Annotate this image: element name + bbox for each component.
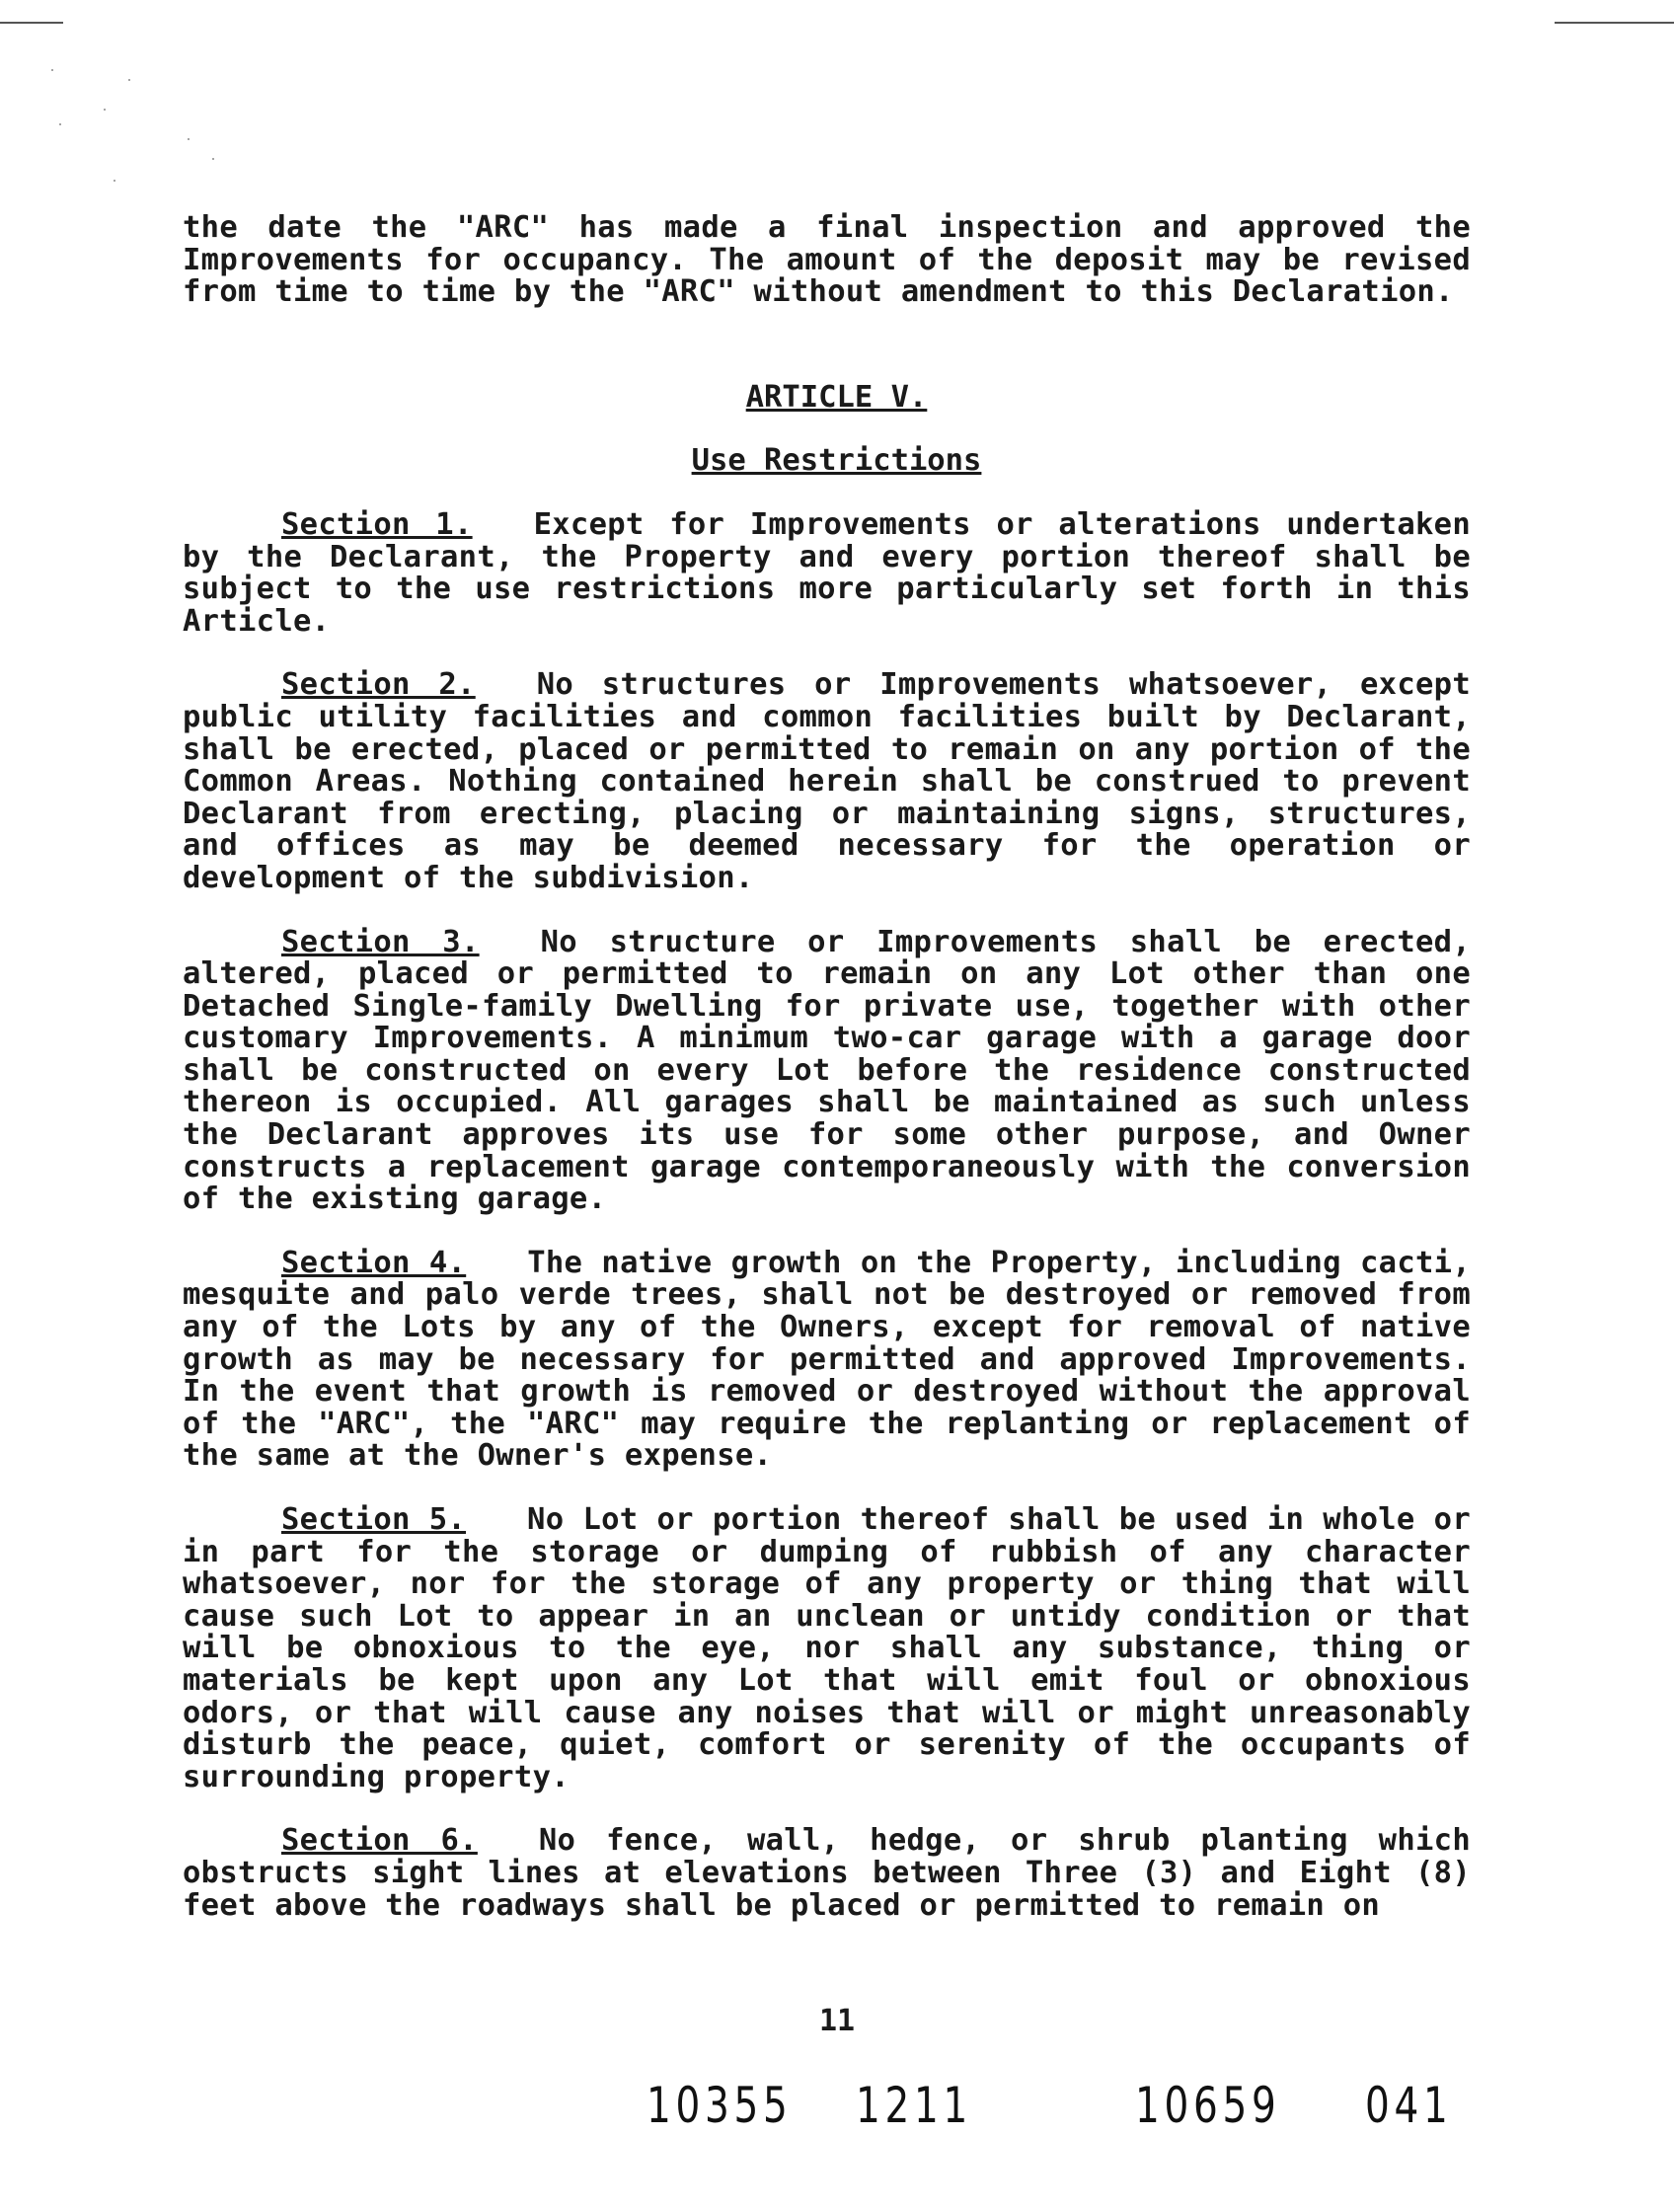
scan-speck: [128, 79, 130, 81]
scan-edge-mark-left: [0, 22, 63, 24]
page-number: 11: [818, 2004, 856, 2038]
section-label: Section 1.: [281, 506, 473, 542]
section-text: No Lot or portion thereof shall be used in whole or in part for the storage or dumping of rubbish of any character whatsoever, nor for the storage of any property or thing that will cause such Lot to appear in an unclean or untidy condition or that will be obnoxious to the eye, nor shall any substance, thing or materials be kept upon any Lot that will emit foul or obnoxious odors, or that will cause any noises that will or might unreasonably disturb the peace, quiet, comfort or serenity of the occupants of surrounding property.: [183, 1502, 1471, 1794]
article-title: Use Restrictions: [691, 443, 982, 479]
intro-paragraph: the date the "ARC" has made a final inspection and approved the Improvements for occupancy. The amount of the deposit may be revised from time to time by the "ARC" without amendment to this Declaration.: [183, 210, 1471, 310]
scan-speck: [212, 158, 214, 160]
section-text: No structure or Improvements shall be erected, altered, placed or permitted to remain on any Lot other than one Detached Single-family Dwelling for private use, together with other customary Improvements. A minimum two-car garage with a garage door shall be constructed on every Lot before the residence constructed thereon is occupied. All garages shall be maintained as such unless the Declarant approves its use for some other purpose, and Owner constructs a replacement garage contemporaneously with the conversion of the existing garage.: [183, 924, 1471, 1217]
section-label: Section 6.: [281, 1823, 478, 1859]
section-1: [183, 506, 1471, 639]
recording-number: 041: [1365, 2077, 1453, 2134]
recording-number: 10659: [1135, 2077, 1281, 2134]
section-label: Section 3.: [281, 924, 480, 959]
section-text: No structures or Improvements whatsoever, except public utility facilities and common facilities built by Declarant, shall be erected, placed or permitted to remain on any portion of the Common Areas. Nothing contained herein shall be construed to prevent Declarant from erecting, placing or maintaining signs, structures, and offices as may be deemed necessary for the operation or development of the subdivision.: [183, 667, 1471, 895]
scan-speck: [51, 69, 53, 71]
article-heading: ARTICLE V.: [745, 379, 928, 415]
section-text: Except for Improvements or alterations undertaken by the Declarant, the Property and every portion thereof shall be subject to the use restrictions more particularly set forth in this Article.: [183, 506, 1471, 639]
scan-speck: [104, 109, 106, 111]
section-text: No fence, wall, hedge, or shrub planting which obstructs sight lines at elevations between Three (3) and Eight (8) feet above the roadways shall be placed or permitted to remain on: [183, 1823, 1471, 1923]
section-label: Section 4.: [281, 1245, 467, 1280]
section-6: [183, 1825, 1471, 1922]
section-label: Section 2.: [281, 667, 476, 703]
scan-speck: [59, 123, 61, 125]
document-page: [183, 212, 1471, 1922]
section-label: Section 5.: [281, 1502, 467, 1537]
section-5: [183, 1504, 1471, 1793]
recording-number: 1211: [856, 2077, 972, 2134]
section-4: [183, 1245, 1471, 1474]
recording-number: 10355: [647, 2077, 793, 2134]
scan-speck: [188, 138, 190, 140]
section-text: The native growth on the Property, including cacti, mesquite and palo verde trees, shall not be destroyed or removed from any of the Lots by any of the Owners, except for removal of native growth as may be necessary for permitted and approved Improvements. In the event that growth is removed or destroyed without the approval of the "ARC", the "ARC" may require the replanting or replacement of the same at the Owner's expense.: [183, 1245, 1471, 1474]
section-2: [183, 669, 1471, 894]
section-3: [183, 924, 1471, 1217]
scan-speck: [114, 180, 115, 182]
scan-edge-mark-right: [1555, 22, 1674, 24]
